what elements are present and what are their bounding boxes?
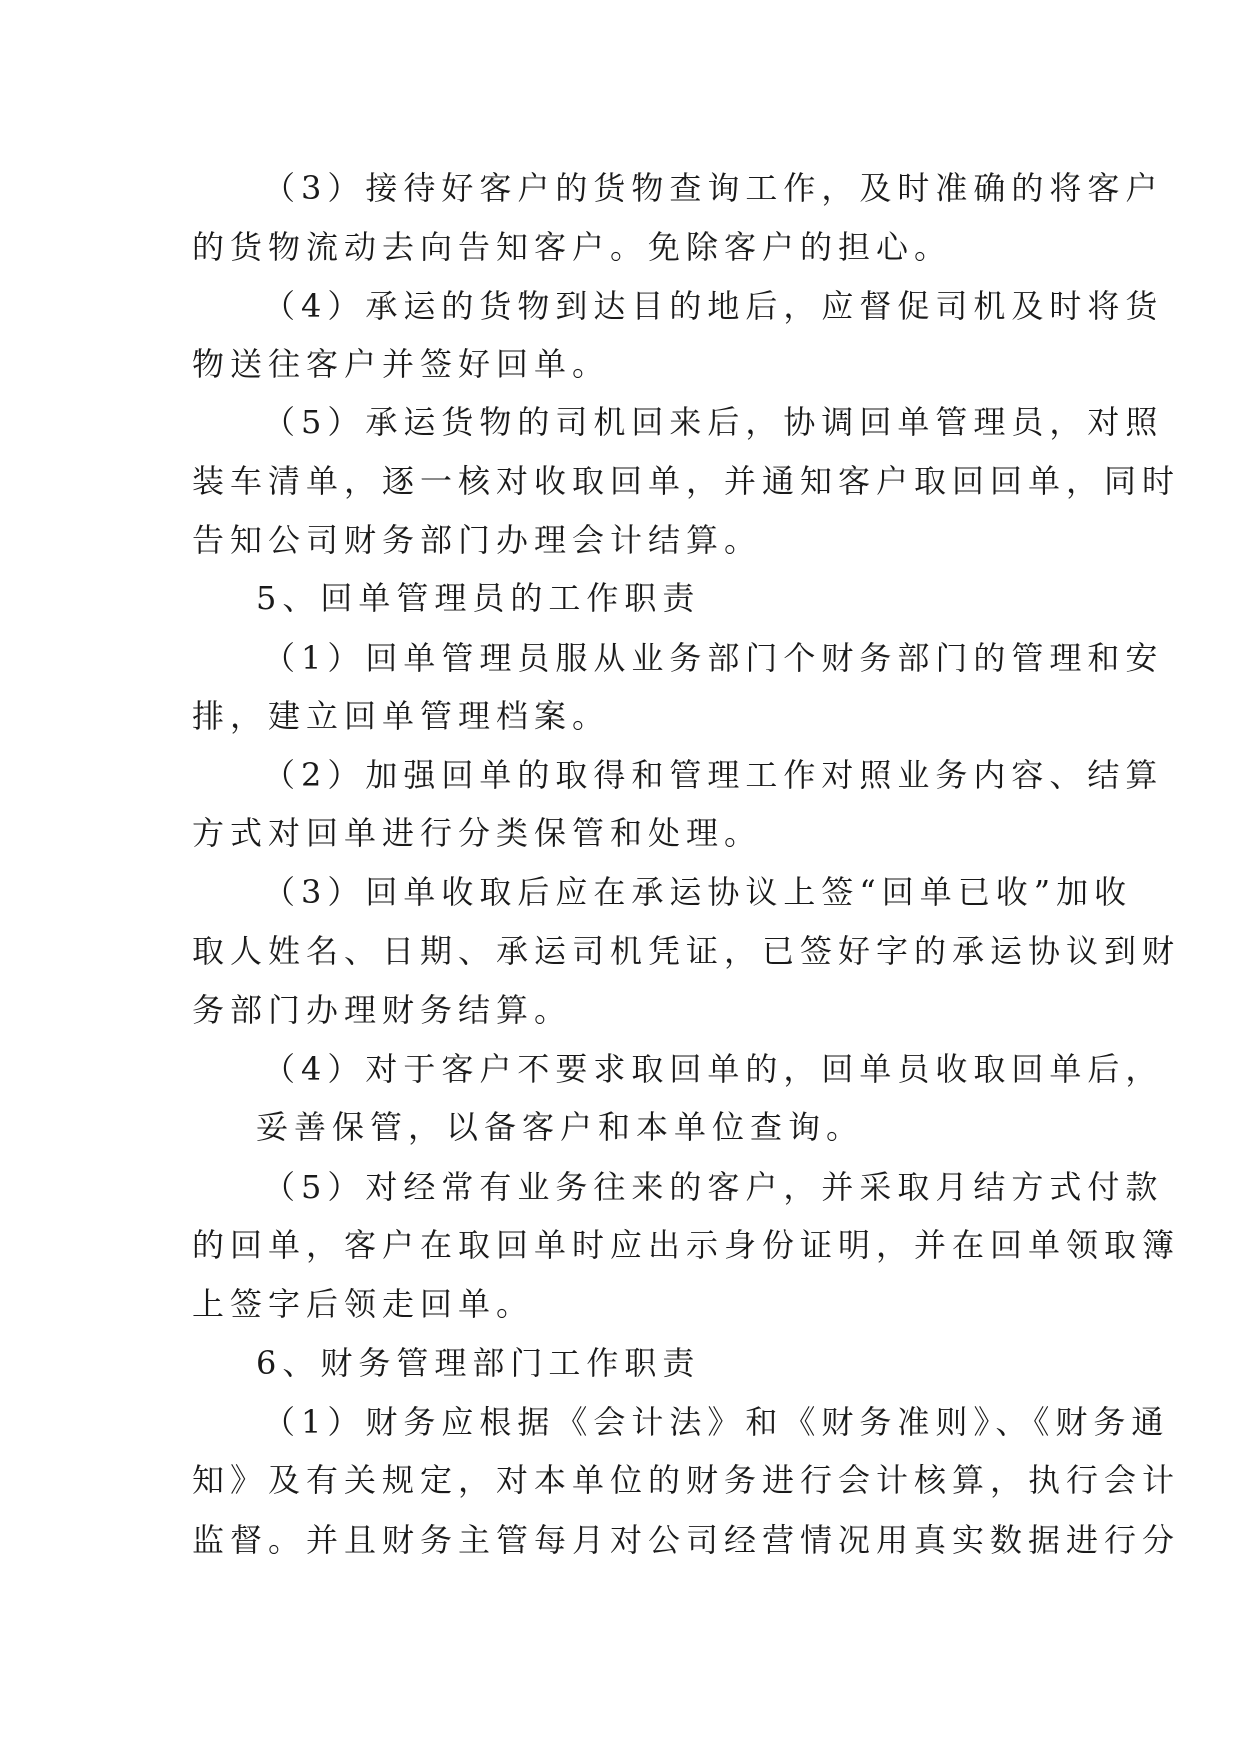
paragraph-line: （1）财务应根据《会计法》和《财务准则》、《财务通 — [263, 1403, 1170, 1441]
paragraph-line: 排，建立回单管理档案。 — [192, 697, 611, 735]
paragraph-line: 取人姓名、日期、承运司机凭证，已签好字的承运协议到财 — [192, 932, 1181, 970]
paragraph-line: 务部门办理财务结算。 — [192, 991, 573, 1029]
paragraph-line: （5）对经常有业务往来的客户，并采取月结方式付款 — [263, 1168, 1164, 1206]
paragraph-line: （4）对于客户不要求取回单的，回单员收取回单后， — [263, 1050, 1164, 1088]
paragraph-line: 的货物流动去向告知客户。免除客户的担心。 — [192, 228, 953, 266]
paragraph-line: 物送往客户并签好回单。 — [192, 345, 611, 383]
section-heading: 5、回单管理员的工作职责 — [256, 579, 701, 617]
section-heading: 6、财务管理部门工作职责 — [256, 1344, 701, 1382]
paragraph-line: 上签字后领走回单。 — [192, 1285, 535, 1323]
paragraph-line: （2）加强回单的取得和管理工作对照业务内容、结算 — [263, 756, 1164, 794]
paragraph-line: （3）回单收取后应在承运协议上签“回单已收”加收 — [263, 873, 1133, 911]
paragraph-line: 告知公司财务部门办理会计结算。 — [192, 521, 763, 559]
paragraph-line: 方式对回单进行分类保管和处理。 — [192, 814, 763, 852]
paragraph-line: （3）接待好客户的货物查询工作，及时准确的将客户 — [263, 169, 1164, 207]
paragraph-line: 妥善保管，以备客户和本单位查询。 — [256, 1108, 865, 1146]
paragraph-line: （1）回单管理员服从业务部门个财务部门的管理和安 — [263, 639, 1164, 677]
paragraph-line: （5）承运货物的司机回来后，协调回单管理员，对照 — [263, 403, 1164, 441]
paragraph-line: 监督。并且财务主管每月对公司经营情况用真实数据进行分 — [192, 1521, 1181, 1559]
paragraph-line: 的回单，客户在取回单时应出示身份证明，并在回单领取簿 — [192, 1226, 1181, 1264]
paragraph-line: （4）承运的货物到达目的地后，应督促司机及时将货 — [263, 287, 1164, 325]
paragraph-line: 知》及有关规定，对本单位的财务进行会计核算，执行会计 — [192, 1461, 1181, 1499]
paragraph-line: 装车清单，逐一核对收取回单，并通知客户取回回单，同时 — [192, 462, 1181, 500]
